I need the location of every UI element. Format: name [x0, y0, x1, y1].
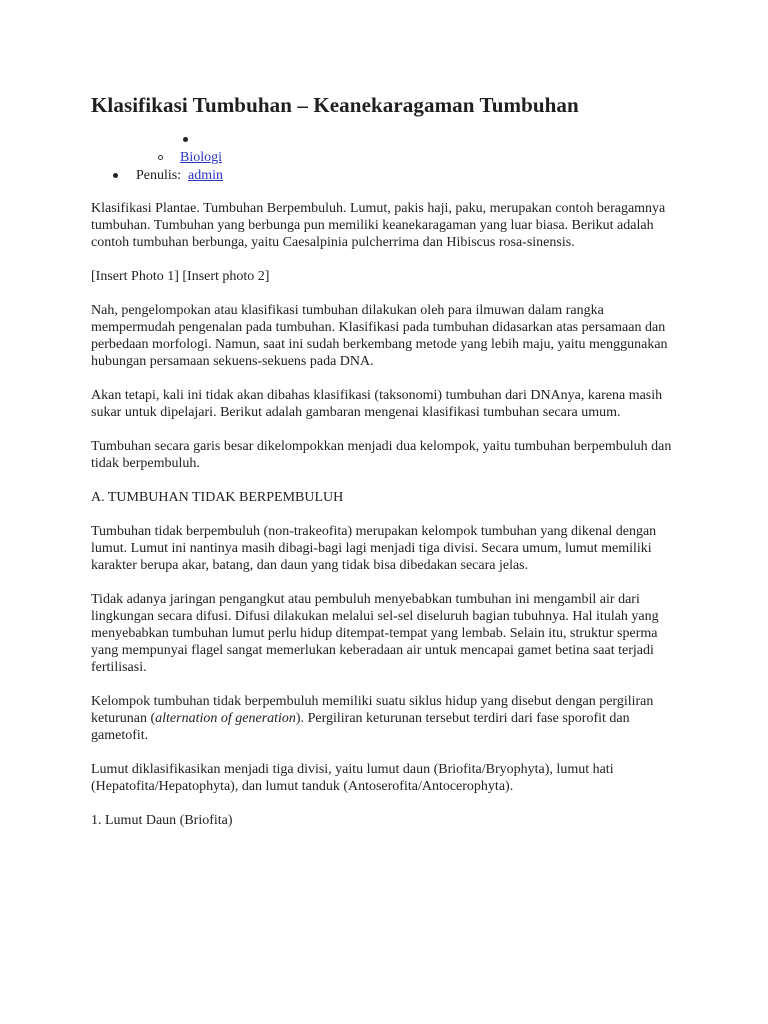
- photo-placeholder: [Insert Photo 1] [Insert photo 2]: [91, 269, 270, 284]
- bullet-circle-icon: [158, 155, 163, 160]
- paragraph: Lumut diklasifikasikan menjadi tiga divisi, yaitu lumut daun (Briofita/Bryophyta), lumut hati (Hepatofita/Hepatophyta), dan lumut tanduk (Antoserofita/Antocerophyta).: [91, 762, 614, 794]
- paragraph: Tumbuhan secara garis besar dikelompokkan menjadi dua kelompok, yaitu tumbuhan berpembuluh dan tidak berpembuluh.: [91, 439, 672, 471]
- bullet-disc-icon: [183, 137, 188, 142]
- subsection-heading: 1. Lumut Daun (Briofita): [91, 813, 233, 828]
- paragraph: Nah, pengelompokan atau klasifikasi tumbuhan dilakukan oleh para ilmuwan dalam rangka mempermudah pengenalan pada tumbuhan. Klasifikasi pada tumbuhan didasarkan atas persamaan dan perbedaan morfologi. Namun, saat ini sudah berkembang metode yang lebih maju, yaitu menggunakan hubungan persamaan sekuens-sekuens pada DNA.: [91, 303, 668, 369]
- author-label: Penulis:: [136, 168, 182, 183]
- section-heading: A. TUMBUHAN TIDAK BERPEMBULUH: [91, 490, 344, 505]
- article-body: [91, 200, 681, 829]
- bullet-disc-icon: [113, 173, 118, 178]
- paragraph: Klasifikasi Plantae. Tumbuhan Berpembuluh. Lumut, pakis haji, paku, merupakan contoh beragamnya tumbuhan. Tumbuhan yang berbunga pun memiliki keanekaragaman yang luar biasa. Berikut adalah contoh tumbuhan berbunga, yaitu Caesalpinia pulcherrima dan Hibiscus rosa-sinensis.: [91, 201, 666, 250]
- article-meta: [91, 131, 708, 185]
- paragraph-text: Kelompok tumbuhan tidak berpembuluh memiliki suatu siklus hidup yang disebut dengan pergiliran keturunan (: [91, 694, 654, 726]
- italic-term: alternation of generation: [155, 711, 296, 726]
- paragraph: [91, 693, 681, 744]
- author-link[interactable]: admin: [188, 168, 223, 183]
- category-link[interactable]: Biologi: [180, 150, 223, 165]
- meta-row-author: [91, 167, 708, 185]
- paragraph: Tumbuhan tidak berpembuluh (non-trakeofita) merupakan kelompok tumbuhan yang dikenal dengan lumut. Lumut ini nantinya masih dibagi-bagi lagi menjadi tiga divisi. Secara umum, lumut memiliki karakter berupa akar, batang, dan daun yang tidak bisa dibedakan secara jelas.: [91, 524, 657, 573]
- paragraph: Tidak adanya jaringan pengangkut atau pembuluh menyebabkan tumbuhan ini mengambil air dari lingkungan secara difusi. Difusi dilakukan melalui sel-sel diseluruh bagian tubuhnya. Hal itulah yang menyebabkan tumbuhan lumut perlu hidup ditempat-tempat yang lembab. Selain itu, struktur sperma yang mempunyai flagel sangat memerlukan keberadaan air untuk mencapai gamet betina saat terjadi fertilisasi.: [91, 592, 659, 675]
- meta-row-category: [91, 149, 708, 167]
- meta-row-empty: [91, 131, 708, 149]
- paragraph-text: ). Pergiliran keturunan tersebut terdiri dari fase sporofit dan gametofit.: [91, 711, 630, 743]
- article-title: Klasifikasi Tumbuhan – Keanekaragaman Tumbuhan: [91, 93, 579, 117]
- paragraph: Akan tetapi, kali ini tidak akan dibahas klasifikasi (taksonomi) tumbuhan dari DNAnya, karena masih sukar untuk dipelajari. Berikut adalah gambaran mengenai klasifikasi tumbuhan secara umum.: [91, 388, 663, 420]
